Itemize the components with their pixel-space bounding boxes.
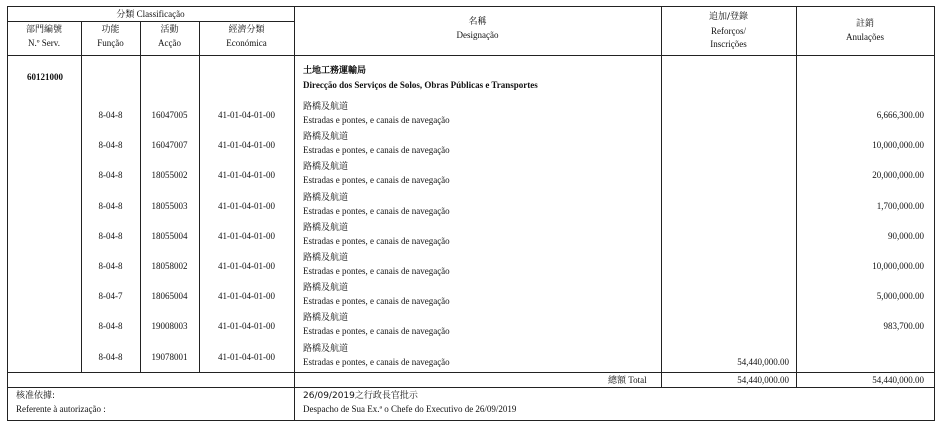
header-ref-pt2: Inscrições bbox=[710, 39, 747, 49]
row-accao: 19078001 bbox=[151, 352, 188, 362]
row-economica: 41-01-04-01-00 bbox=[218, 170, 275, 180]
row-designacao-zh: 路橋及航道 bbox=[303, 223, 349, 233]
row-designacao-pt: Estradas e pontes, e canais de navegação bbox=[303, 145, 450, 155]
row-designacao-zh: 路橋及航道 bbox=[303, 193, 349, 203]
footer-value-zh: 26/09/2019之行政長官批示 bbox=[303, 391, 418, 401]
header-acc-pt: Acção bbox=[158, 38, 181, 48]
row-anulacoes: 983,700.00 bbox=[883, 321, 924, 331]
row-designacao-pt: Estradas e pontes, e canais de navegação bbox=[303, 206, 450, 216]
footer-value-pt: Despacho de Sua Ex.ª o Chefe do Executivo de 26/09/2019 bbox=[303, 404, 517, 414]
row-anulacoes: 20,000,000.00 bbox=[872, 170, 924, 180]
row-designacao-zh: 路橋及航道 bbox=[303, 313, 349, 323]
row-designacao-pt: Estradas e pontes, e canais de navegação bbox=[303, 357, 450, 367]
row-economica: 41-01-04-01-00 bbox=[218, 201, 275, 211]
row-economica: 41-01-04-01-00 bbox=[218, 321, 275, 331]
header-dept-pt: N.º Serv. bbox=[28, 38, 60, 48]
row-designacao-zh: 路橋及航道 bbox=[303, 344, 349, 354]
row-accao: 16047007 bbox=[151, 140, 188, 150]
row-economica: 41-01-04-01-00 bbox=[218, 140, 275, 150]
header-ref-pt1: Reforços/ bbox=[711, 26, 746, 36]
total-label: 總額 Total bbox=[608, 375, 647, 385]
row-designacao-zh: 路橋及航道 bbox=[303, 283, 349, 293]
header-ref-zh: 追加/登錄 bbox=[708, 12, 749, 22]
row-anulacoes: 90,000.00 bbox=[888, 231, 924, 241]
header-desig-pt: Designação bbox=[456, 30, 499, 40]
row-anulacoes: 1,700,000.00 bbox=[876, 201, 924, 211]
row-accao: 18055003 bbox=[151, 201, 188, 211]
row-economica: 41-01-04-01-00 bbox=[218, 231, 275, 241]
row-accao: 18055002 bbox=[151, 170, 188, 180]
row-accao: 16047005 bbox=[151, 110, 188, 120]
row-economica: 41-01-04-01-00 bbox=[218, 261, 275, 271]
department-name-pt: Direcção dos Serviços de Solos, Obras Públicas e Transportes bbox=[303, 80, 538, 90]
row-funcao: 8-04-8 bbox=[98, 231, 123, 241]
row-economica: 41-01-04-01-00 bbox=[218, 110, 275, 120]
row-economica: 41-01-04-01-00 bbox=[218, 291, 275, 301]
header-anul-pt: Anulações bbox=[846, 32, 884, 42]
row-designacao-pt: Estradas e pontes, e canais de navegação bbox=[303, 326, 450, 336]
row-funcao: 8-04-8 bbox=[98, 140, 123, 150]
header-anul-zh: 註銷 bbox=[855, 19, 874, 29]
row-anulacoes: 6,666,300.00 bbox=[876, 110, 924, 120]
row-funcao: 8-04-8 bbox=[98, 321, 123, 331]
footer-label-zh: 核准依據: bbox=[16, 391, 56, 401]
row-anulacoes: 5,000,000.00 bbox=[876, 291, 924, 301]
row-funcao: 8-04-8 bbox=[98, 201, 123, 211]
row-designacao-zh: 路橋及航道 bbox=[303, 253, 349, 263]
header-classificacao: 分類 Classificação bbox=[116, 9, 185, 19]
row-anulacoes: 10,000,000.00 bbox=[872, 140, 924, 150]
header-acc-zh: 活動 bbox=[160, 25, 179, 35]
header-dept-zh: 部門編號 bbox=[25, 25, 62, 35]
footer-label-pt: Referente à autorização : bbox=[16, 404, 106, 414]
row-economica: 41-01-04-01-00 bbox=[218, 352, 275, 362]
header-func-pt: Função bbox=[97, 38, 124, 48]
row-accao: 19008003 bbox=[151, 321, 188, 331]
total-reforcos: 54,440,000.00 bbox=[737, 375, 789, 385]
department-code: 60121000 bbox=[27, 72, 63, 82]
row-anulacoes: 10,000,000.00 bbox=[872, 261, 924, 271]
row-designacao-pt: Estradas e pontes, e canais de navegação bbox=[303, 296, 450, 306]
row-designacao-pt: Estradas e pontes, e canais de navegação bbox=[303, 236, 450, 246]
row-funcao: 8-04-8 bbox=[98, 170, 123, 180]
header-func-zh: 功能 bbox=[101, 25, 120, 35]
header-econ-pt: Económica bbox=[226, 38, 267, 48]
row-designacao-pt: Estradas e pontes, e canais de navegação bbox=[303, 175, 450, 185]
total-anulacoes: 54,440,000.00 bbox=[872, 375, 924, 385]
row-accao: 18055004 bbox=[151, 231, 188, 241]
row-accao: 18065004 bbox=[151, 291, 188, 301]
row-funcao: 8-04-8 bbox=[98, 261, 123, 271]
header-econ-zh: 經濟分類 bbox=[228, 25, 265, 35]
row-designacao-pt: Estradas e pontes, e canais de navegação bbox=[303, 266, 450, 276]
row-funcao: 8-04-8 bbox=[98, 352, 123, 362]
row-funcao: 8-04-7 bbox=[98, 291, 123, 301]
row-designacao-pt: Estradas e pontes, e canais de navegação bbox=[303, 115, 450, 125]
department-name-zh: 土地工務運輸局 bbox=[303, 66, 367, 76]
header-desig-zh: 名稱 bbox=[468, 17, 487, 27]
row-designacao-zh: 路橋及航道 bbox=[303, 102, 349, 112]
row-accao: 18058002 bbox=[151, 261, 188, 271]
row-reforcos: 54,440,000.00 bbox=[737, 357, 789, 367]
row-funcao: 8-04-8 bbox=[98, 110, 123, 120]
row-designacao-zh: 路橋及航道 bbox=[303, 132, 349, 142]
row-designacao-zh: 路橋及航道 bbox=[303, 162, 349, 172]
